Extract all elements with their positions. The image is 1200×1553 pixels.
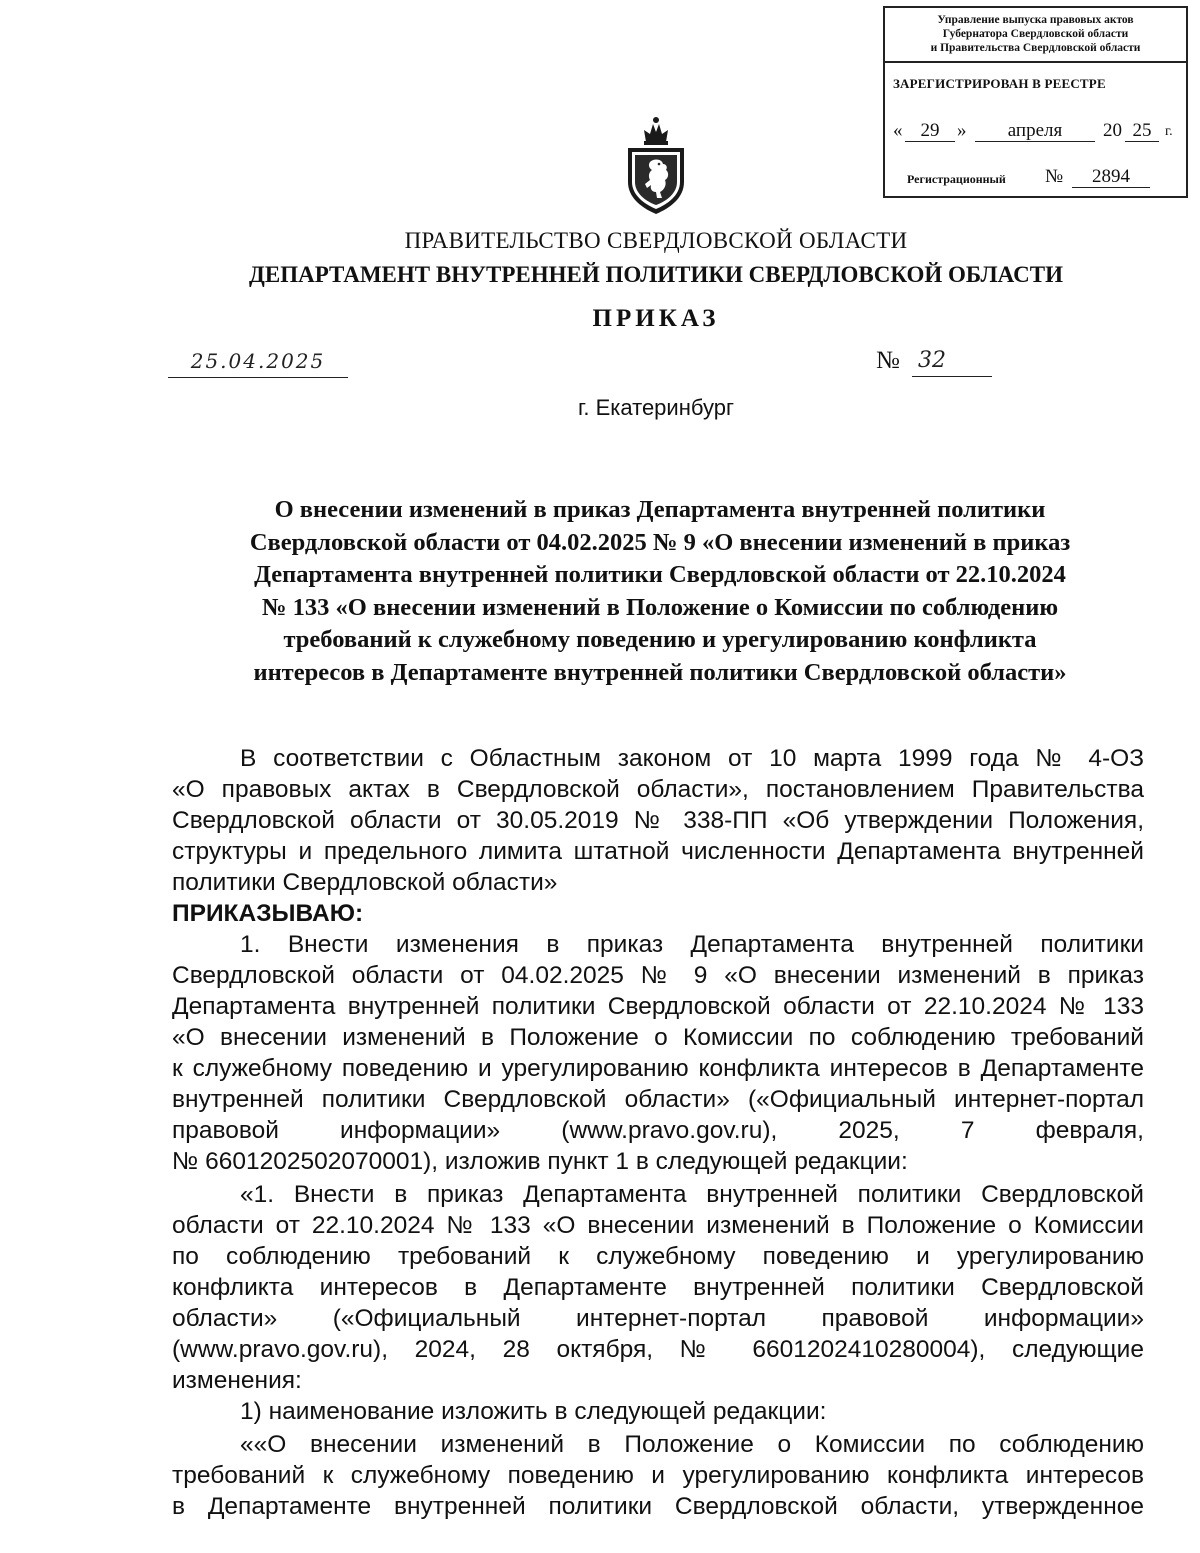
body-text-line: конфликта интересов в Департаменте внутренней политики Свердловской xyxy=(172,1274,1144,1301)
stamp-year-prefix: 20 xyxy=(1103,120,1122,141)
body-text-line: 1) наименование изложить в следующей редакции: xyxy=(240,1398,827,1425)
stamp-number-label: Регистрационный xyxy=(907,172,1006,186)
body-text-line: «О правовых актах в Свердловской области», постановлением Правительства xyxy=(172,776,1144,803)
stamp-day-value: 29 xyxy=(920,120,940,141)
body-text-line: «1. Внести в приказ Департамента внутренней политики Свердловской xyxy=(240,1181,1144,1208)
body-text-line: Свердловской области от 04.02.2025 № 9 «О внесении изменений в приказ xyxy=(172,962,1144,989)
stamp-month-value: апреля xyxy=(1007,120,1063,141)
government-name: ПРАВИТЕЛЬСТВО СВЕРДЛОВСКОЙ ОБЛАСТИ xyxy=(404,228,908,253)
body-text-line: Свердловской области от 30.05.2019 № 338-ПП «Об утверждении Положения, xyxy=(172,807,1144,834)
body-text-line: области» («Официальный интернет-портал правовой информации» xyxy=(172,1305,1144,1332)
body-text-line: структуры и предельного лимита штатной численности Департамента внутренней xyxy=(172,838,1144,865)
title-line: Свердловской области от 04.02.2025 № 9 «О внесении изменений в приказ xyxy=(249,528,1071,556)
title-line: Департамента внутренней политики Свердловской области от 22.10.2024 xyxy=(254,561,1066,588)
body-text-line: 1. Внести изменения в приказ Департамента внутренней политики xyxy=(240,931,1144,958)
body-text-line: по соблюдению требований к служебному поведению и урегулированию xyxy=(172,1243,1144,1270)
body-text-line: № 6601202502070001), изложив пункт 1 в следующей редакции: xyxy=(172,1148,908,1175)
body-text-line: в Департаменте внутренней политики Свердловской области, утвержденное xyxy=(172,1493,1144,1520)
order-number-sign: № xyxy=(876,347,900,374)
city-name: г. Екатеринбург xyxy=(578,395,734,420)
body-text-line: требований к служебному поведению и урегулированию конфликта интересов xyxy=(172,1462,1144,1489)
body-text-line: «О внесении изменений в Положение о Комиссии по соблюдению требований xyxy=(172,1024,1144,1051)
body-text-line: изменения: xyxy=(172,1367,302,1394)
document-type: ПРИКАЗ xyxy=(592,305,720,332)
body-text-line: Департамента внутренней политики Свердловской области от 22.10.2024 № 133 xyxy=(172,993,1144,1020)
title-line: О внесении изменений в приказ Департамента внутренней политики xyxy=(274,496,1046,523)
stamp-registered-label: ЗАРЕГИСТРИРОВАН В РЕЕСТРЕ xyxy=(893,76,1106,91)
stamp-header-line: Управление выпуска правовых актов xyxy=(937,14,1134,26)
body-text-line: области от 22.10.2024 № 133 «О внесении изменений в Положение о Комиссии xyxy=(172,1212,1144,1239)
title-line: интересов в Департаменте внутренней политики Свердловской области» xyxy=(253,658,1067,686)
stamp-close-quote: » xyxy=(957,120,967,141)
stamp-header-line: и Правительства Свердловской области xyxy=(930,42,1141,54)
department-name: ДЕПАРТАМЕНТ ВНУТРЕННЕЙ ПОЛИТИКИ СВЕРДЛОВСКОЙ ОБЛАСТИ xyxy=(249,262,1063,287)
order-date-handwritten: 25.04.2025 xyxy=(168,345,348,378)
body-text-line: ««О внесении изменений в Положение о Комиссии по соблюдению xyxy=(240,1431,1144,1458)
stamp-year-abbr: г. xyxy=(1165,124,1173,139)
body-text-line: правовой информации» (www.pravo.gov.ru), 2025, 7 февраля, xyxy=(172,1117,1144,1144)
body-text-line: В соответствии с Областным законом от 10 марта 1999 года № 4-ОЗ xyxy=(240,745,1144,772)
order-number-handwritten: 32 xyxy=(912,345,992,377)
stamp-year-value: 25 xyxy=(1132,120,1152,141)
stamp-number-value: 2894 xyxy=(1072,166,1150,188)
stamp-number-sign: № xyxy=(1045,166,1064,187)
body-text-line: внутренней политики Свердловской области» («Официальный интернет-портал xyxy=(172,1086,1144,1113)
body-text-line: (www.pravo.gov.ru), 2024, 28 октября, № 6601202410280004), следующие xyxy=(172,1336,1144,1363)
body-text-line: к служебному поведению и урегулированию конфликта интересов в Департаменте xyxy=(172,1055,1144,1082)
title-line: требований к служебному поведению и урегулированию конфликта xyxy=(283,626,1037,653)
stamp-open-quote: « xyxy=(893,120,903,141)
order-directive: ПРИКАЗЫВАЮ: xyxy=(172,900,364,927)
body-text-line: политики Свердловской области» xyxy=(172,869,558,896)
stamp-header-line: Губернатора Свердловской области xyxy=(942,28,1129,40)
title-line: № 133 «О внесении изменений в Положение о Комиссии по соблюдению xyxy=(261,593,1059,621)
